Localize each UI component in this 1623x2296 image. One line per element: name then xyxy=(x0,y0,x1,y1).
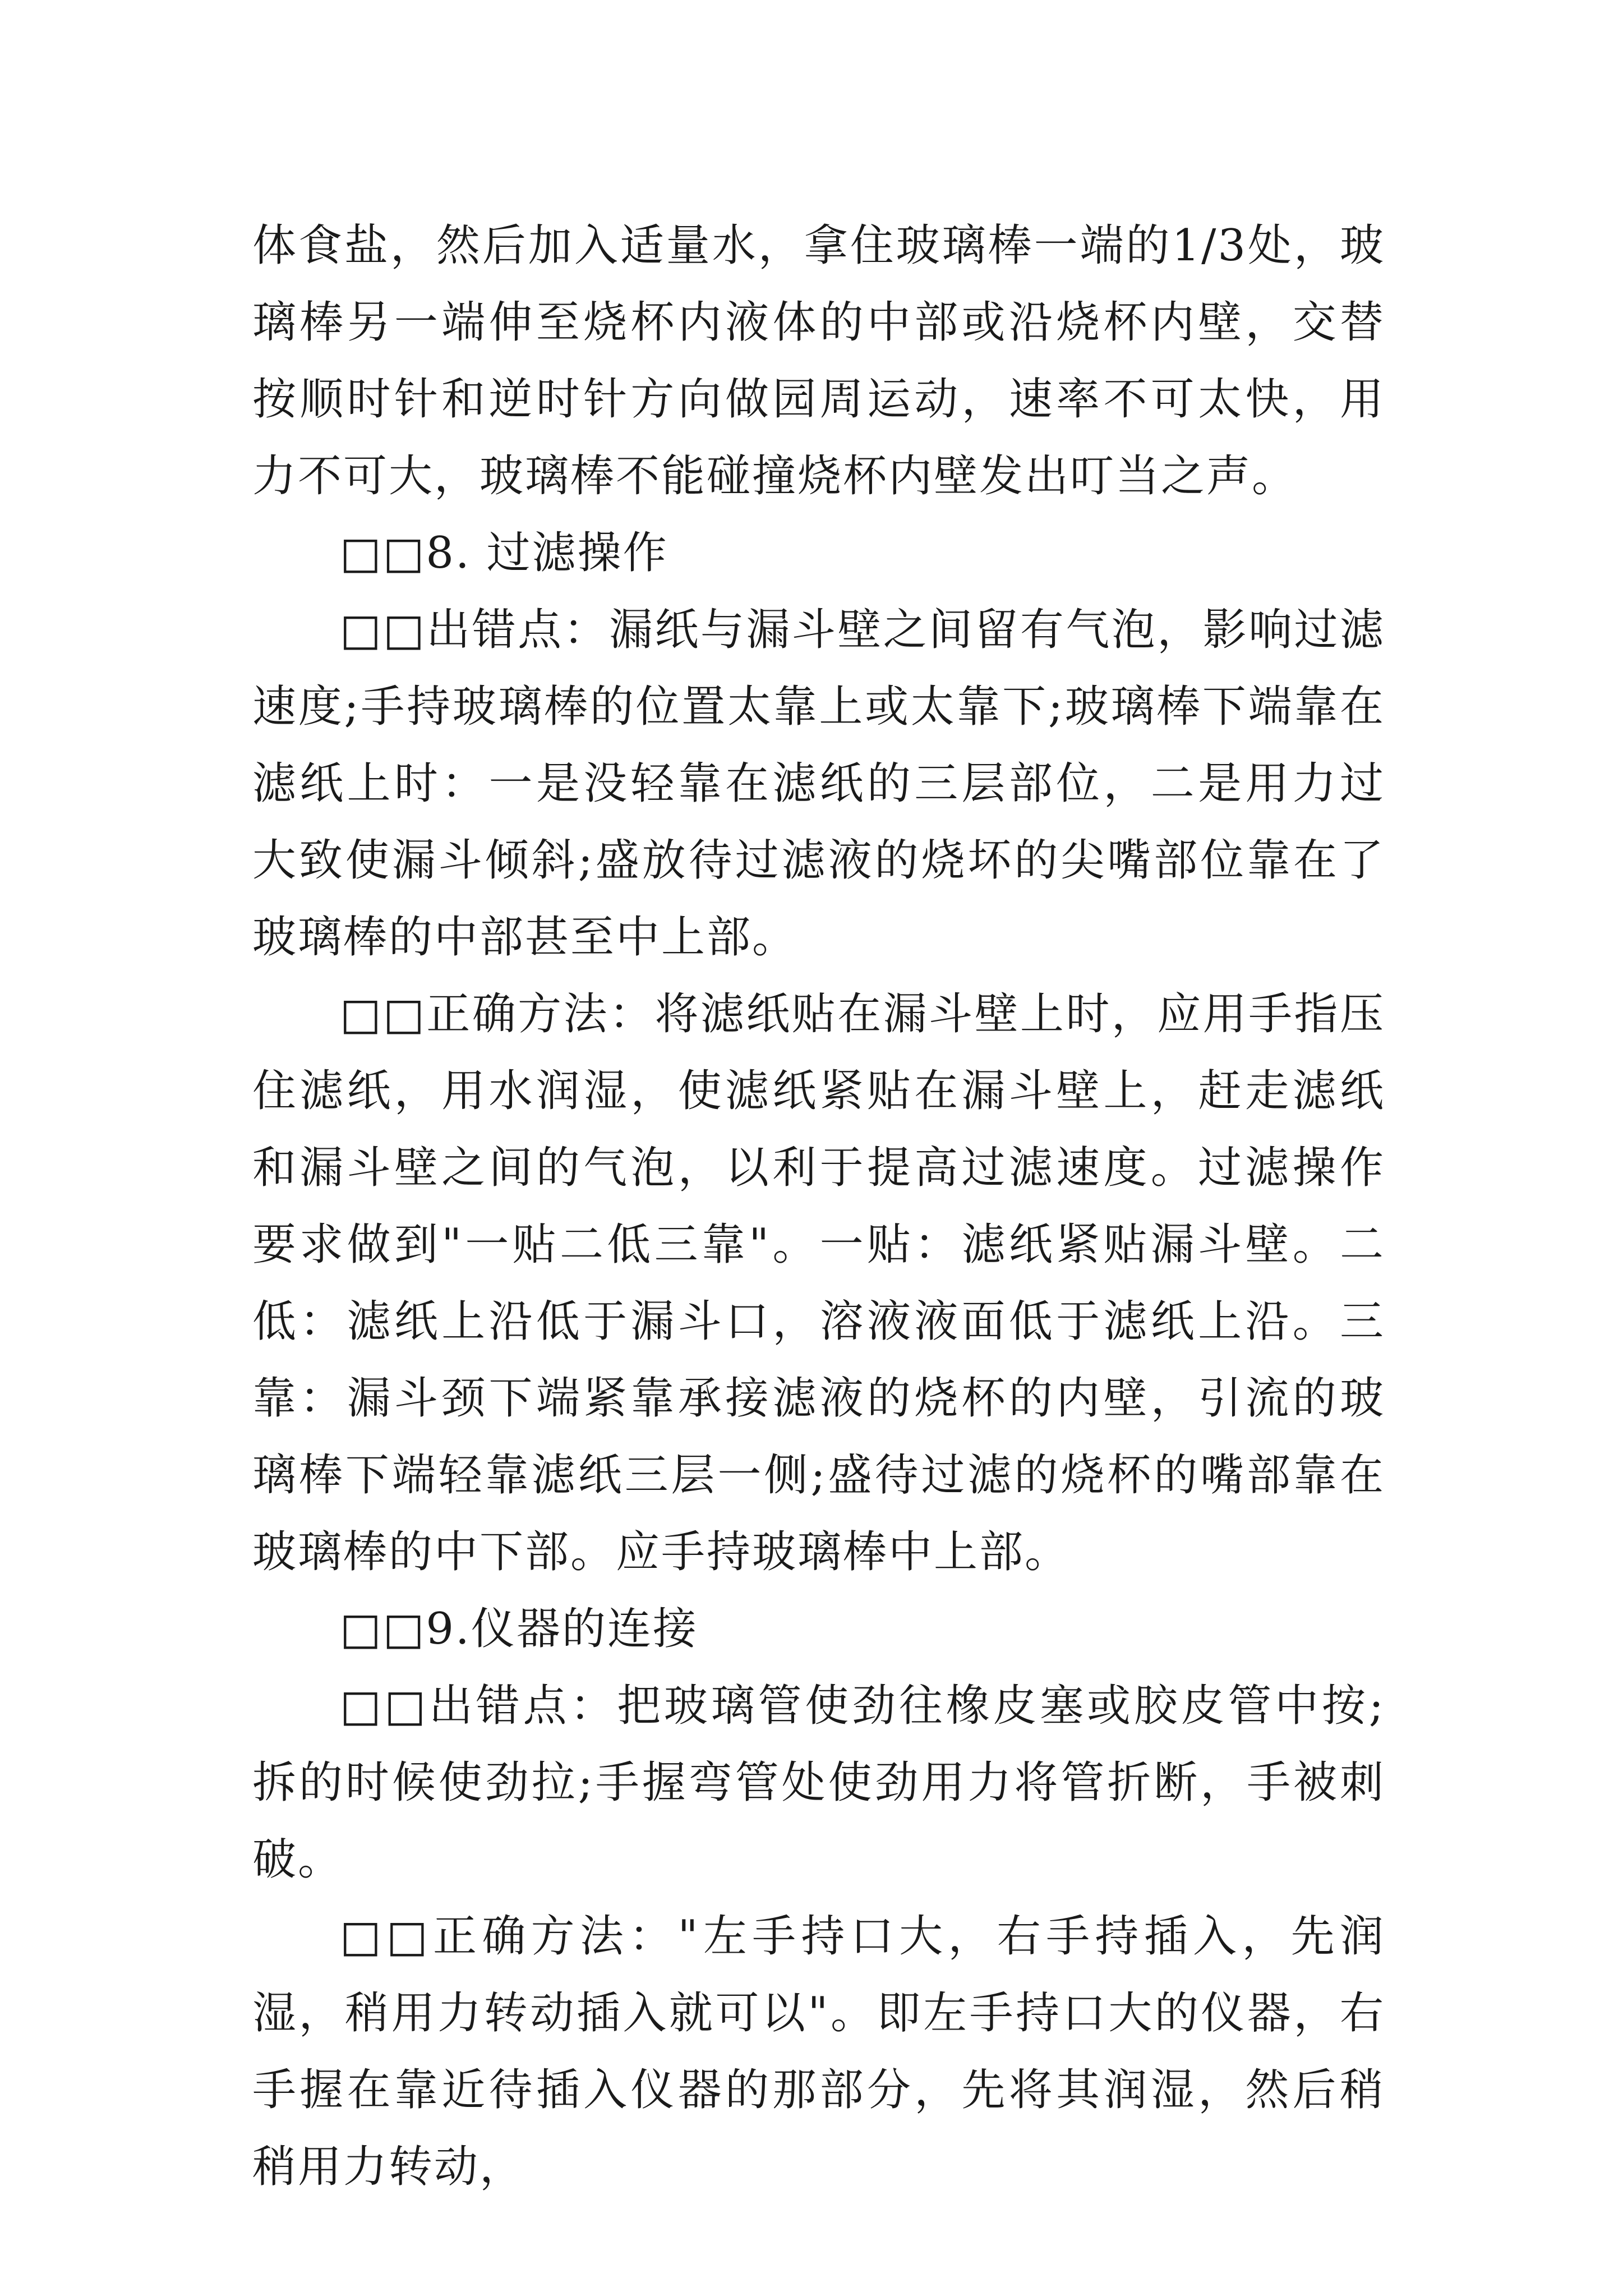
paragraph-connection-errors: □□出错点：把玻璃管使劲往橡皮塞或胶皮管中按;拆的时候使劲拉;手握弯管处使劲用力将管折断，手被刺破。 xyxy=(252,1681,1385,1885)
paragraph-filtering-errors: □□出错点：漏纸与漏斗壁之间留有气泡，影响过滤速度;手持玻璃棒的位置太靠上或太靠下;玻璃棒下端靠在滤纸上时：一是没轻靠在滤纸的三层部位，二是用力过大致使漏斗倾斜;盛放待过滤液的烧坏的尖嘴部位靠在了玻璃棒的中部甚至中上部。 xyxy=(252,605,1385,963)
paragraph-continuation: 体食盐，然后加入适量水，拿住玻璃棒一端的1/3处，玻璃棒另一端伸至烧杯内液体的中部或沿烧杯内壁，交替按顺时针和逆时针方向做园周运动，速率不可太快，用力不可大，玻璃棒不能碰撞烧杯内壁发出叮当之声。 xyxy=(252,220,1385,501)
paragraph-connection-correct-method: □□正确方法："左手持口大，右手持插入，先润湿，稍用力转动插入就可以"。即左手持口大的仪器，右手握在靠近待插入仪器的那部分，先将其润湿，然后稍稍用力转动， xyxy=(252,1911,1385,2192)
section-heading-filtering: □□8. 过滤操作 xyxy=(340,528,668,578)
paragraph-filtering-correct-method: □□正确方法：将滤纸贴在漏斗壁上时，应用手指压住滤纸，用水润湿，使滤纸紧贴在漏斗壁上，赶走滤纸和漏斗壁之间的气泡，以利于提高过滤速度。过滤操作要求做到"一贴二低三靠"。一贴：滤纸紧贴漏斗壁。二低：滤纸上沿低于漏斗口，溶液液面低于滤纸上沿。三靠：漏斗颈下端紧靠承接滤液的烧杯的内壁，引流的玻璃棒下端轻靠滤纸三层一侧;盛待过滤的烧杯的嘴部靠在玻璃棒的中下部。应手持玻璃棒中上部。 xyxy=(252,989,1385,1577)
section-heading-instrument-connection: □□9.仪器的连接 xyxy=(340,1604,698,1654)
document-body xyxy=(252,208,1385,2206)
